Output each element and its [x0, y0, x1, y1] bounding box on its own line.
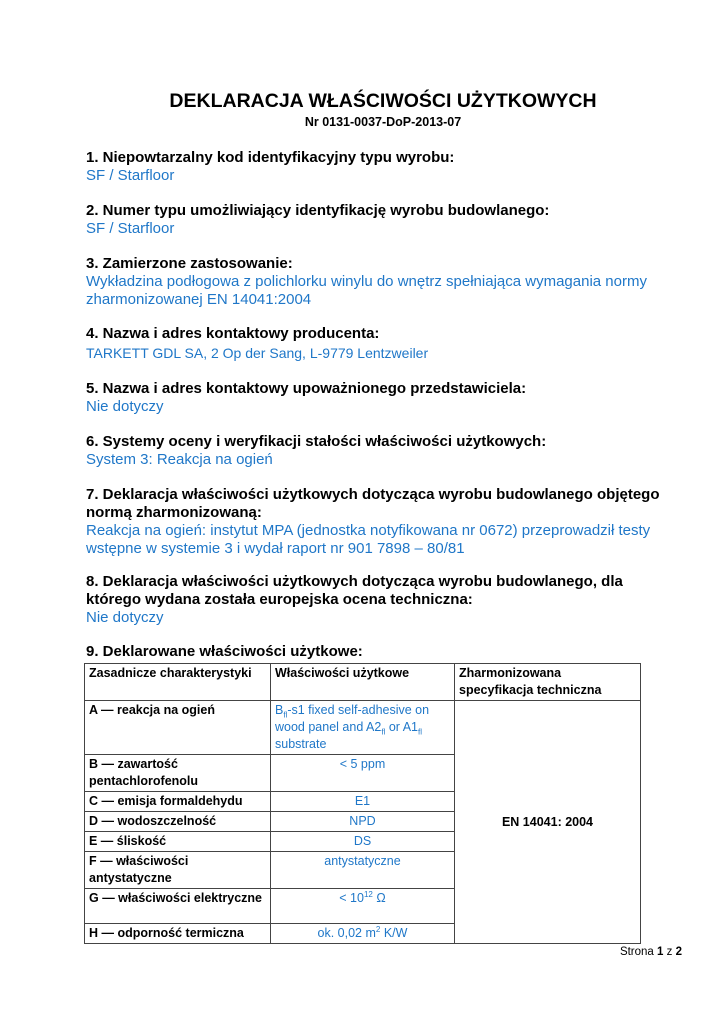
section-7-heading-line2: normą zharmonizowaną: [86, 504, 262, 521]
row-value: < 5 ppm [271, 755, 455, 792]
document-number: Nr 0131-0037-DoP-2013-07 [304, 115, 462, 129]
row-value: NPD [271, 812, 455, 832]
value-text: or A1 [385, 720, 419, 734]
section-3-value-line2: zharmonizowanej EN 14041:2004 [86, 291, 312, 308]
table-row [85, 701, 641, 755]
value-subscript: fl [283, 710, 288, 720]
value-superscript: 12 [363, 889, 373, 899]
section-1-heading: 1. Niepowtarzalny kod identyfikacyjny typu wyrobu: [86, 149, 455, 166]
section-4-heading: 4. Nazwa i adres kontaktowy producenta: [86, 325, 380, 342]
section-2-heading: 2. Numer typu umożliwiający identyfikację wyrobu budowlanego: [86, 202, 550, 219]
section-7-heading-line1: 7. Deklaracja właściwości użytkowych dotycząca wyrobu budowlanego objętego [86, 486, 660, 503]
page-footer [620, 946, 682, 958]
section-5-heading: 5. Nazwa i adres kontaktowy upoważnionego przedstawiciela: [86, 380, 527, 397]
row-key: C — emisja formaldehydu [85, 792, 271, 812]
document-title: DEKLARACJA WŁAŚCIWOŚCI UŻYTKOWYCH [169, 90, 597, 112]
row-key: A — reakcja na ogień [85, 701, 271, 755]
row-key: E — śliskość [85, 832, 271, 852]
value-text: ok. 0,02 m [317, 926, 376, 940]
row-value [271, 924, 455, 944]
value-subscript: fl [381, 727, 386, 737]
section-8-value: Nie dotyczy [86, 609, 164, 626]
header-cell: Zasadnicze charakterystyki [85, 664, 271, 701]
section-8-heading-line1: 8. Deklaracja właściwości użytkowych dotycząca wyrobu budowlanego, dla [86, 573, 623, 590]
value-text: K/W [380, 926, 408, 940]
value-text: Ω [372, 891, 386, 905]
section-8-heading-line2: którego wydana została europejska ocena techniczna: [86, 591, 473, 608]
value-text: substrate [275, 737, 327, 751]
row-key: B — zawartość pentachlorofenolu [85, 755, 271, 792]
header-cell: Zharmonizowana specyfikacja techniczna [455, 664, 641, 701]
row-value: antystatyczne [271, 852, 455, 889]
row-key: H — odporność termiczna [85, 924, 271, 944]
table-header-row [85, 664, 641, 701]
row-value [271, 701, 455, 755]
row-value: DS [271, 832, 455, 852]
page-of: z [666, 946, 673, 958]
row-key: G — właściwości elektryczne [85, 889, 271, 924]
value-text: -s1 fixed self-adhesive on wood panel and A2 [275, 703, 430, 734]
section-5-value: Nie dotyczy [86, 398, 164, 415]
section-3-value-line1: Wykładzina podłogowa z polichlorku winylu do wnętrz spełniająca wymagania normy [86, 273, 647, 290]
section-6-heading: 6. Systemy oceny i weryfikacji stałości właściwości użytkowych: [86, 433, 547, 450]
value-superscript: 2 [375, 924, 381, 934]
page-label: Strona [619, 946, 654, 958]
row-key: D — wodoszczelność [85, 812, 271, 832]
value-subscript: fl [418, 727, 423, 737]
value-text: B [275, 703, 284, 717]
page-number: 1 [657, 946, 664, 958]
section-7-value-line2: wstępne w systemie 3 i wydał raport nr 901 7898 – 80/81 [86, 540, 465, 557]
section-9-heading: 9. Deklarowane właściwości użytkowe: [86, 643, 363, 660]
row-value [271, 889, 455, 924]
declared-properties-table [84, 663, 641, 944]
section-2-value: SF / Starfloor [86, 220, 175, 237]
row-key: F — właściwości antystatyczne [85, 852, 271, 889]
section-6-value: System 3: Reakcja na ogień [86, 451, 273, 468]
section-7-value-line1: Reakcja na ogień: instytut MPA (jednostka notyfikowana nr 0672) przeprowadził testy [86, 522, 651, 539]
page-total: 2 [675, 946, 682, 958]
section-1-value: SF / Starfloor [86, 167, 175, 184]
row-value: E1 [271, 792, 455, 812]
section-3-heading: 3. Zamierzone zastosowanie: [86, 255, 293, 272]
value-text: < 10 [339, 891, 364, 905]
header-cell: Właściwości użytkowe [271, 664, 455, 701]
harmonized-spec: EN 14041: 2004 [455, 701, 641, 944]
section-4-value: TARKETT GDL SA, 2 Op der Sang, L-9779 Lentzweiler [86, 345, 429, 361]
